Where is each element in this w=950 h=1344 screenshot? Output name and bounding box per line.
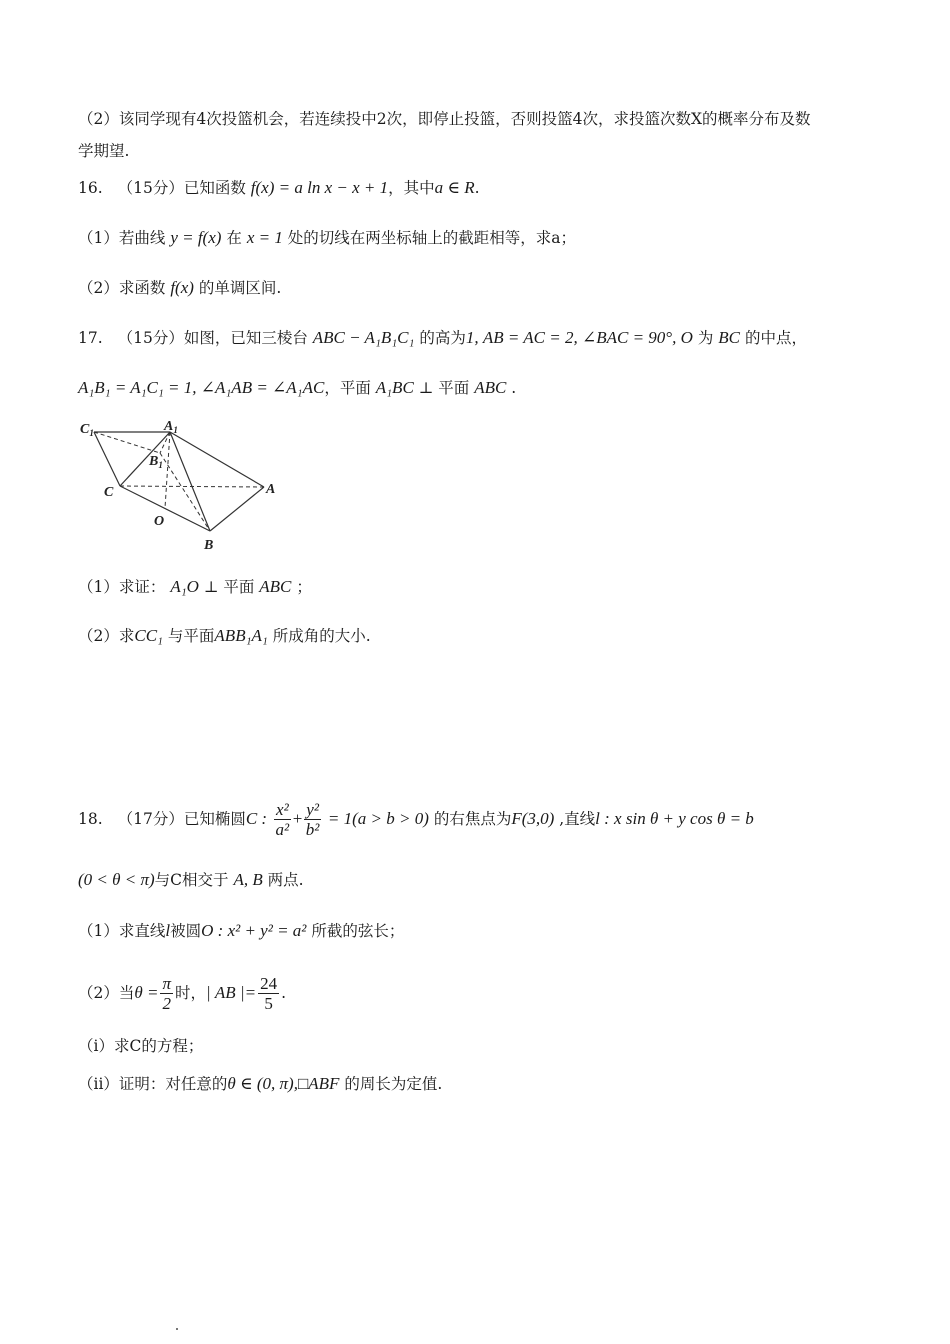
q18-frac-y-den: b²: [305, 819, 320, 839]
q18-stem-c: ,直线: [559, 810, 596, 828]
edge-a1o-hidden: [165, 432, 170, 508]
q17-part2-mid: 与平面: [167, 627, 215, 645]
q17-part1-end: ；: [296, 578, 312, 596]
q17-part2-prefix: （2）求: [78, 627, 135, 645]
q18-line2-text: 与C相交于: [154, 871, 229, 889]
q18-sub-i: （i）求C的方程；: [78, 1037, 204, 1055]
q17-score: （15分）: [117, 329, 184, 347]
q18-part2-end: .: [281, 984, 287, 1002]
q18-part2-val-den: 5: [264, 993, 273, 1013]
q18-stem: [78, 796, 880, 842]
q17-line2-plane2: ABC: [474, 378, 507, 397]
q18-part2-prefix: （2）当: [78, 984, 135, 1002]
q18-stem-b: 的右焦点为: [433, 810, 512, 828]
q16-end: .: [474, 179, 480, 197]
q17-part2-suffix: 所成角的大小.: [272, 627, 371, 645]
q18-part2-theta: θ =: [134, 983, 159, 1002]
q18-part1-l: l: [165, 921, 171, 940]
q16-part1-curve: y = f(x): [170, 228, 222, 247]
q17-part1-prefix: （1）求证：: [78, 578, 166, 596]
q17-part1: [78, 576, 880, 598]
label-b1: $B_1$: [149, 454, 163, 470]
q15-part2-line2: 学期望.: [78, 142, 130, 160]
edge-c1b1-hidden: [94, 432, 160, 453]
q18-ellipse-name: C :: [245, 809, 268, 828]
q17-part1-plane: ABC: [259, 577, 292, 596]
edge-cb: [120, 486, 210, 531]
q18-part2-pi-den: 2: [162, 993, 171, 1013]
edge-a1a: [170, 432, 264, 487]
q18-ellipse-rhs: = 1(a > b > 0): [327, 809, 429, 828]
q18-frac-y-num: y²: [306, 799, 319, 819]
q17-part2: [78, 625, 880, 647]
label-o: O: [154, 514, 165, 529]
q18-frac-x-den: a²: [275, 819, 290, 839]
stray-dot: [176, 1328, 178, 1330]
label-c1: $C_1$: [80, 422, 94, 438]
label-b: B: [204, 538, 214, 553]
edge-b1b-hidden: [160, 453, 210, 531]
q17-line2-plane1: A₁BC: [375, 378, 414, 397]
q17-number: 17.: [78, 329, 103, 347]
q17-stem-f: 的中点，: [744, 329, 807, 347]
q18-part2-pi-num: π: [162, 973, 171, 993]
q18-score: （17分）: [117, 810, 184, 828]
q18-sub-ii-math: θ ∈ (0, π),□ABF: [227, 1074, 340, 1093]
q17-stem-c: 1, AB = AC = 2, ∠BAC = 90°, O: [465, 328, 693, 347]
q17-part1-mid: ⊥ 平面: [203, 578, 255, 596]
q17-stem-d: 为: [697, 329, 714, 347]
edge-a1b: [170, 432, 210, 531]
q17-stem-e: BC: [718, 328, 741, 347]
q18-part2-when: 时，: [174, 984, 206, 1002]
q16-part1-point: x = 1: [246, 228, 283, 247]
q16-stem-prefix: 已知函数: [183, 179, 246, 197]
q17-line2-end: .: [511, 379, 517, 397]
q18-part2-pi-frac: [160, 975, 173, 1014]
q18-part2-val-frac: [258, 975, 279, 1014]
frustum-diagram: [76, 415, 286, 555]
label-a: A: [266, 482, 276, 497]
q17-stem: [78, 327, 880, 349]
q17-line2-mid: ，平面: [324, 379, 371, 397]
q17-line2-math: A₁B₁ = A₁C₁ = 1, ∠A₁AB = ∠A₁AC: [78, 378, 325, 397]
q16-part2-prefix: （2）求函数: [78, 279, 166, 297]
q18-part1-circle: O : x² + y² = a²: [201, 921, 307, 940]
q16-part2-fn: f(x): [170, 278, 194, 297]
q18-part1: [78, 920, 880, 942]
q18-part1-suffix: 所截的弦长；: [311, 922, 405, 940]
q18-line2-range: (0 < θ < π): [78, 870, 155, 889]
q17-line2: [78, 377, 880, 399]
q17-stem-a: 如图，已知三棱台: [183, 329, 308, 347]
q18-frac-y: [304, 801, 321, 840]
q18-sub-ii-prefix: （ii）证明：对任意的: [78, 1075, 228, 1093]
q17-frustum: ABC − A₁B₁C₁: [312, 328, 415, 347]
q16-stem: [78, 177, 880, 199]
q18-part2-val-num: 24: [260, 973, 278, 993]
q18-number: 18.: [78, 810, 103, 828]
q15-part2-line1: （2）该同学现有4次投篮机会，若连续投中2次，即停止投篮，否则投篮4次，求投篮次数X的概率分布及数: [78, 110, 811, 128]
label-a1: $A_1$: [164, 419, 178, 435]
q17-part2-line: CC₁: [134, 626, 163, 645]
q18-line2-points: A, B: [233, 870, 263, 889]
q18-part2: [78, 970, 880, 1016]
edge-ca-hidden: [120, 486, 264, 487]
edge-ab: [210, 487, 264, 531]
q16-condition: a ∈ R: [434, 178, 475, 197]
q17-stem-b: 的高为: [419, 329, 466, 347]
edge-ca1: [120, 432, 170, 486]
q17-line2-perp: ⊥ 平面: [418, 379, 470, 397]
q18-line-eq: l : x sin θ + y cos θ = b: [595, 809, 754, 828]
q18-focus: F(3,0): [511, 809, 555, 828]
q16-part1-prefix: （1）若曲线: [78, 229, 166, 247]
q16-score: （15分）: [117, 179, 184, 197]
q16-number: 16.: [78, 179, 103, 197]
edge-c1c: [94, 432, 120, 486]
q16-function-expr: f(x) = a ln x − x + 1: [250, 178, 389, 197]
q18-line2-end: 两点.: [267, 871, 304, 889]
q16-part1: [78, 227, 880, 249]
q18-sub-ii: [78, 1073, 880, 1095]
q18-line2: [78, 869, 880, 891]
q16-part2: [78, 277, 880, 299]
q18-part1-prefix: （1）求直线: [78, 922, 166, 940]
q16-part2-suffix: 的单调区间.: [198, 279, 282, 297]
q16-part1-suffix: 处的切线在两坐标轴上的截距相等，求a；: [287, 229, 577, 247]
q18-plus: +: [292, 809, 303, 828]
q16-stem-suffix: ，其中: [388, 179, 435, 197]
q17-part2-plane: ABB₁A₁: [214, 626, 268, 645]
q18-part1-mid: 被圆: [170, 922, 202, 940]
q16-part1-mid: 在: [226, 229, 242, 247]
q18-stem-a: 已知椭圆: [183, 810, 246, 828]
q18-frac-x: [274, 801, 291, 840]
label-c: C: [104, 485, 114, 500]
q17-part1-math: A₁O: [170, 577, 199, 596]
q18-frac-x-num: x²: [276, 799, 289, 819]
q18-part2-ab: | AB |=: [206, 983, 257, 1002]
q18-sub-ii-suffix: 的周长为定值.: [344, 1075, 443, 1093]
